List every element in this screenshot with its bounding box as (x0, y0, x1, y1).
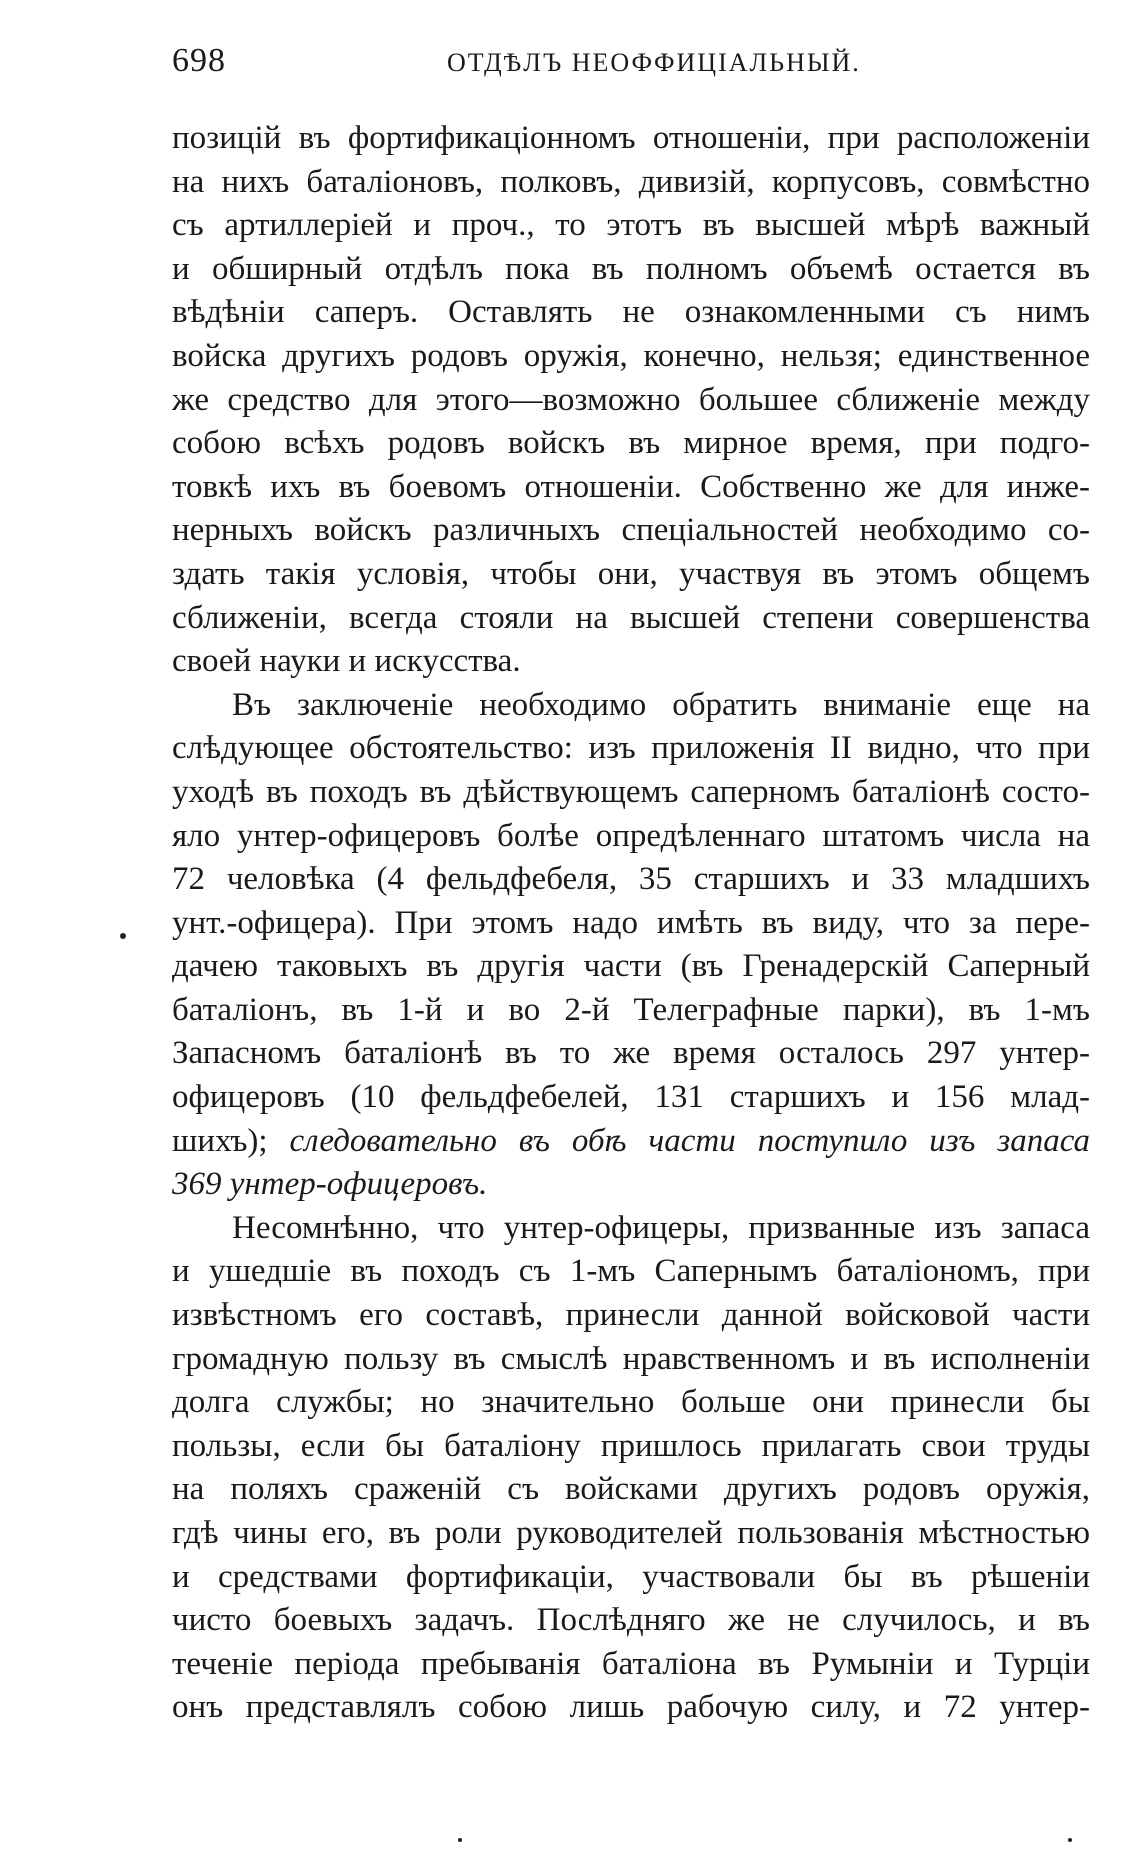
page-number: 698 (172, 42, 226, 79)
text-line: теченіе періода пребыванія баталіона въ Румыніи и Турціи (172, 1645, 1090, 1682)
text-line: сближеніи, всегда стояли на высшей степени совершенства (172, 599, 1090, 636)
text-line: офицеровъ (10 фельдфебелей, 131 старшихъ и 156 млад- (172, 1079, 1090, 1116)
page-header (172, 42, 1090, 86)
text-line: Въ заключеніе необходимо обратить вниманіе еще на (232, 686, 1090, 723)
text-line: и ушедшіе въ походъ съ 1-мъ Сапернымъ баталіономъ, при (172, 1253, 1090, 1290)
text-line: позицій въ фортификаціонномъ отношеніи, при расположеніи (172, 120, 1090, 156)
text-line: войска другихъ родовъ оружія, конечно, нельзя; единственное (172, 337, 1090, 374)
ink-mark (120, 933, 126, 939)
ink-mark (1068, 1838, 1072, 1842)
text-line: гдѣ чины его, въ роли руководителей пользованія мѣстностью (172, 1515, 1090, 1551)
text-line: уходѣ въ походъ въ дѣйствующемъ саперномъ баталіонѣ состо- (172, 773, 1090, 810)
text-line: баталіонъ, въ 1-й и во 2-й Телеграфные парки), въ 1-мъ (172, 991, 1090, 1028)
text-line: громадную пользу въ смыслѣ нравственномъ и въ исполненіи (172, 1340, 1090, 1377)
text-line: вѣдѣніи саперъ. Оставлять не ознакомленными съ нимъ (172, 294, 1090, 331)
text-line: извѣстномъ его составѣ, принесли данной войсковой части (172, 1297, 1090, 1334)
text-line: своей науки и искусства. (172, 643, 521, 680)
text-line-mixed (172, 1120, 1090, 1164)
text-line: и средствами фортификаціи, участвовали бы въ рѣшеніи (172, 1558, 1090, 1595)
text-line: товкѣ ихъ въ боевомъ отношеніи. Собственно же для инже- (172, 468, 1090, 505)
text-line: же средство для этого—возможно большее сближеніе между (172, 381, 1090, 418)
text-line: долга службы; но значительно больше они принесли бы (172, 1384, 1090, 1421)
text-line: на поляхъ сраженій съ войсками другихъ родовъ оружія, (172, 1471, 1090, 1508)
text-line: 72 человѣка (4 фельдфебеля, 35 старшихъ и 33 младшихъ (172, 861, 1090, 898)
text-line: собою всѣхъ родовъ войскъ въ мирное время, при подго- (172, 425, 1090, 462)
running-title: ОТДѢЛЪ НЕОФФИЦІАЛЬНЫЙ. (447, 48, 861, 77)
text-line: дачею таковыхъ въ другія части (въ Гренадерскій Саперный (172, 948, 1090, 985)
text-line: яло унтер-офицеровъ болѣе опредѣленнаго штатомъ числа на (172, 817, 1090, 854)
text-line: на нихъ баталіоновъ, полковъ, дивизій, корпусовъ, совмѣстно (172, 163, 1090, 200)
text-segment: шихъ); (172, 1122, 290, 1159)
text-line: пользы, если бы баталіону пришлось прилагать свои труды (172, 1427, 1090, 1464)
text-line: слѣдующее обстоятельство: изъ приложенія II видно, что при (172, 730, 1090, 767)
text-line: Несомнѣнно, что унтер-офицеры, призванные изъ запаса (232, 1209, 1090, 1246)
text-line: и обширный отдѣлъ пока въ полномъ объемѣ остается въ (172, 250, 1090, 287)
text-line: чисто боевыхъ задачъ. Послѣдняго же не случилось, и въ (172, 1602, 1090, 1639)
ink-mark (458, 1838, 462, 1842)
text-line: онъ представлялъ собою лишь рабочую силу, и 72 унтер- (172, 1689, 1090, 1726)
text-line: здать такія условія, чтобы они, участвуя въ этомъ общемъ (172, 555, 1090, 592)
text-line: Запасномъ баталіонѣ въ то же время осталось 297 унтер- (172, 1035, 1090, 1072)
italic-segment: следовательно въ обѣ части поступило изъ запаса (289, 1122, 1090, 1159)
text-line: нерныхъ войскъ различныхъ спеціальностей необходимо со- (172, 512, 1090, 549)
body-text (172, 117, 1090, 1730)
text-line: съ артиллеріей и проч., то этотъ въ высшей мѣрѣ важный (172, 207, 1090, 244)
italic-line: 369 унтер-офицеровъ. (172, 1166, 488, 1203)
text-line: унт.-офицера). При этомъ надо имѣть въ виду, что за пере- (172, 904, 1090, 941)
